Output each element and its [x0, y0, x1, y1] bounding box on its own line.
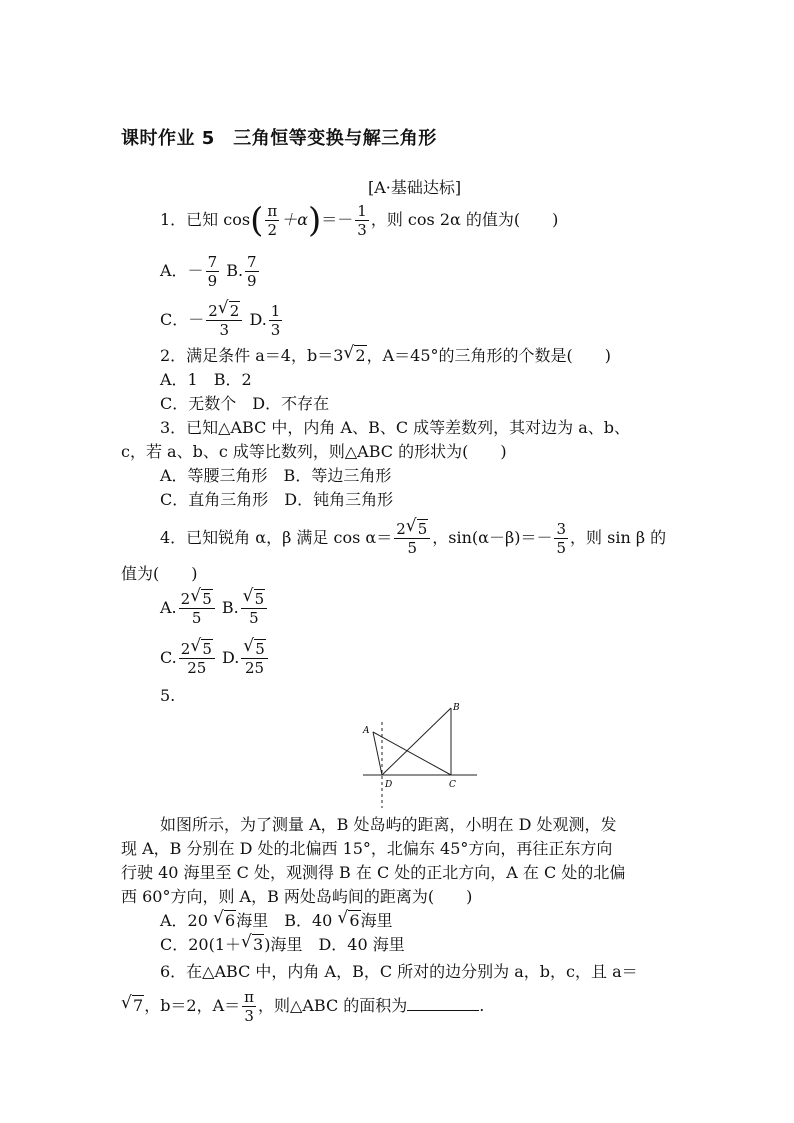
question-5-options-ab: A．20 √ 6海里 B．40 √ 6海里	[160, 908, 393, 930]
question-5-stem-line4: 西 60°方向，则 A，B 两处岛屿间的距离为( )	[121, 887, 473, 906]
question-5-stem-line2: 现 A，B 分别在 D 处的北偏西 15°，北偏东 45°方向，再往正东方向	[121, 839, 613, 858]
fraction: $\frac{\pi}{2}$	[267, 202, 278, 239]
question-4-options-ab: A. 2 √ 5 5 B. √ 5 5	[160, 590, 269, 627]
question-2-options-ab: A．1 B．2	[160, 370, 252, 389]
question-4-stem: 4．已知锐角 α，β 满足 cos α＝ 2 √ 5 5 ，sin(α－β)＝－ $\frac{3}{5}$ ，则 sin β 的	[160, 516, 667, 557]
question-6-stem-line1: 6．在△ABC 中，内角 A，B，C 所对的边分别为 a，b，c，且 a＝	[160, 962, 638, 981]
question-3-options-ab: A．等腰三角形 B．等边三角形	[160, 466, 392, 485]
section-heading: [A·基础达标]	[368, 178, 462, 197]
segment-db	[382, 708, 451, 775]
question-5-stem-line1: 如图所示，为了测量 A，B 处岛屿的距离，小明在 D 处观测，发	[160, 815, 617, 834]
question-2-stem: 2．满足条件 a＝4，b＝3 √ 2，A＝45°的三角形的个数是( )	[160, 343, 612, 365]
question-1-options-cd: C．－ 2 √ 2 3 D. $\frac{1}{3}$	[160, 298, 281, 339]
question-4-stem-line2: 值为( )	[121, 564, 198, 583]
label-a: A	[363, 726, 370, 736]
label-b: B	[453, 703, 460, 713]
question-5-stem-line3: 行驶 40 海里至 C 处，观测得 B 在 C 处的正北方向，A 在 C 处的北偏	[121, 863, 626, 882]
question-2-options-cd: C．无数个 D．不存在	[160, 394, 330, 413]
geometry-figure	[355, 700, 480, 810]
fraction: $\frac{1}{3}$	[357, 202, 367, 239]
answer-blank[interactable]	[407, 996, 479, 1011]
question-3-stem-line2: c，若 a、b、c 成等比数列，则△ABC 的形状为( )	[121, 442, 507, 461]
question-6-stem-line2: √ 7，b＝2，A＝ $\frac{\pi}{3}$ ，则△ABC 的面积为 .	[121, 988, 485, 1025]
question-5-options-cd: C．20(1＋ √ 3)海里 D．40 海里	[160, 932, 405, 954]
segment-ac	[373, 732, 451, 775]
label-c: C	[449, 780, 456, 790]
label-d: D	[385, 780, 393, 790]
question-3-options-cd: C．直角三角形 D．钝角三角形	[160, 490, 394, 509]
page-title: 课时作业 5 三角恒等变换与解三角形	[121, 128, 437, 149]
segment-ad	[373, 732, 382, 775]
question-4-options-cd: C. 2 √ 5 25 D. √ 5 25	[160, 640, 270, 677]
question-1-options-ab: A．－ $\frac{7}{9}$ B. $\frac{7}{9}$	[160, 253, 257, 290]
question-1-stem: 1．已知 cos( $\frac{\pi}{2}$ ＋α)＝－ $\frac{1}{3}$ ，则 cos 2α 的值为( )	[160, 200, 559, 241]
question-5-number: 5.	[160, 686, 176, 705]
question-3-stem-line1: 3．已知△ABC 中，内角 A、B、C 成等差数列，其对边为 a、b、	[160, 418, 631, 437]
